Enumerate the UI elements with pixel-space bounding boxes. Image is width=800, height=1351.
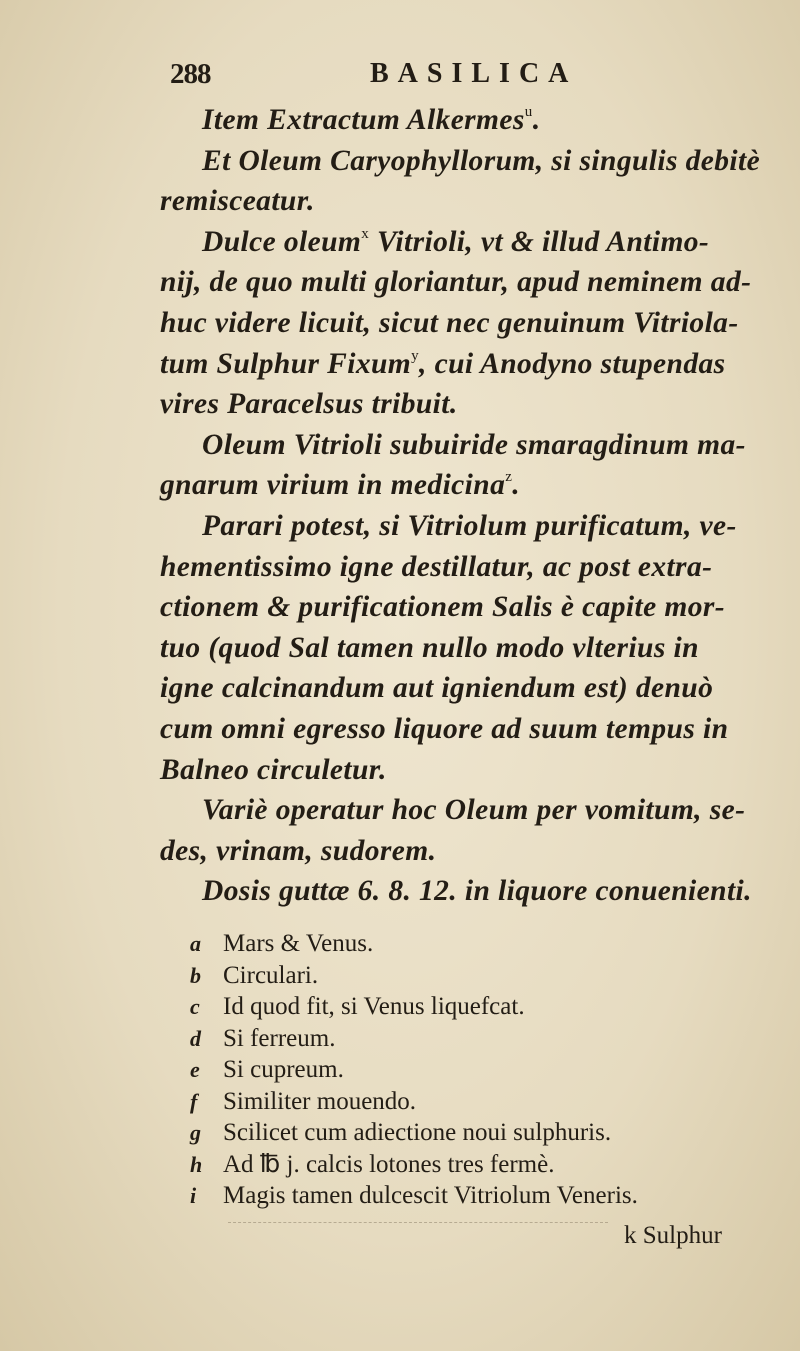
text-line (160, 871, 780, 912)
note-item (190, 1180, 770, 1212)
note-item (190, 991, 770, 1023)
note-item (190, 960, 770, 992)
note-marker: a (190, 931, 201, 956)
text-line (160, 587, 780, 628)
running-head (170, 58, 690, 98)
note-marker: e (190, 1057, 200, 1082)
text-line (160, 790, 780, 831)
line-text: Oleum Vitrioli subuiride smaragdinum ma- (202, 428, 746, 461)
text-line (160, 141, 780, 182)
text-line (160, 344, 780, 385)
note-item (190, 1086, 770, 1118)
note-item (190, 1023, 770, 1055)
line-text: vires Paracelsus tribuit. (160, 388, 458, 421)
line-text: Parari potest, si Vitriolum purificatum, ve- (202, 509, 737, 542)
note-reference: x (361, 225, 370, 242)
line-text: Dosis guttæ 6. 8. 12. in liquore conuenienti. (202, 875, 752, 908)
line-text: hementissimo igne destillatur, ac post extra- (160, 550, 713, 583)
note-item (190, 928, 770, 960)
line-text: remisceatur. (160, 185, 315, 218)
line-text: Dulce oleum (202, 225, 362, 258)
note-reference: y (411, 347, 420, 364)
text-line (160, 668, 780, 709)
note-text: Si cupreum. (223, 1056, 344, 1083)
note-text: Ad ℔ j. calcis lotones tres fermè. (223, 1150, 555, 1178)
text-line (160, 262, 780, 303)
line-text-end: Vitrioli, vt & illud Antimo- (369, 225, 710, 258)
text-line (160, 628, 780, 669)
note-marker: h (190, 1151, 203, 1177)
line-text-end: . (532, 104, 541, 136)
line-text-end: , cui Anodyno stupendas (419, 347, 726, 380)
note-text: Similiter mouendo. (223, 1087, 417, 1115)
line-text: Balneo circuletur. (160, 753, 387, 786)
text-line (160, 465, 780, 506)
note-reference: z (505, 469, 513, 486)
line-text-end: . (512, 469, 521, 502)
text-line (160, 709, 780, 750)
running-title: BASILICA (370, 58, 578, 89)
text-line (160, 831, 780, 872)
note-text: Magis tamen dulcescit Vitriolum Veneris. (223, 1182, 638, 1209)
note-text: Id quod fit, si Venus liquefcat. (223, 993, 525, 1020)
line-text: ctionem & purificationem Salis è capite mor- (160, 591, 725, 624)
page-number: 288 (170, 58, 211, 90)
line-text: gnarum virium in medicina (160, 469, 506, 502)
note-text: Si ferreum. (223, 1024, 336, 1052)
line-text: Variè operatur hoc Oleum per vomitum, se- (202, 794, 746, 827)
note-marker: d (190, 1025, 201, 1051)
line-text: nij, de quo multi gloriantur, apud neminem ad- (160, 266, 752, 299)
text-line (160, 750, 780, 791)
note-item (190, 1117, 770, 1149)
text-line (160, 547, 780, 588)
line-text: tuo (quod Sal tamen nullo modo vlterius in (160, 631, 699, 664)
note-text: Circulari. (223, 961, 319, 989)
text-line (160, 303, 780, 344)
page-rule (228, 1222, 608, 1223)
line-text: Item Extractum Alkermes (202, 104, 525, 136)
text-line (160, 384, 780, 425)
marginal-notes (190, 928, 770, 1212)
note-text: Mars & Venus. (223, 930, 374, 957)
line-text: cum omni egresso liquore ad suum tempus in (160, 712, 729, 745)
note-marker: c (190, 994, 200, 1019)
note-reference: u (524, 104, 533, 120)
line-text: igne calcinandum aut igniendum est) denuò (160, 672, 714, 705)
text-line (160, 506, 780, 547)
catchword: k Sulphur (624, 1222, 722, 1249)
text-line (160, 222, 780, 263)
text-line (160, 181, 780, 222)
note-marker: i (190, 1183, 197, 1208)
note-marker: g (190, 1120, 201, 1145)
note-item (190, 1149, 770, 1181)
text-line (160, 425, 780, 466)
line-text: tum Sulphur Fixum (160, 347, 412, 380)
text-line (160, 100, 780, 141)
main-text (160, 100, 780, 912)
note-marker: b (190, 962, 201, 988)
note-item (190, 1054, 770, 1086)
line-text: des, vrinam, sudorem. (160, 834, 437, 867)
note-marker: f (190, 1088, 198, 1114)
line-text: Et Oleum Caryophyllorum, si singulis debitè (202, 144, 761, 177)
note-text: Scilicet cum adiectione noui sulphuris. (223, 1119, 612, 1146)
line-text: huc videre licuit, sicut nec genuinum Vitriola- (160, 306, 739, 339)
